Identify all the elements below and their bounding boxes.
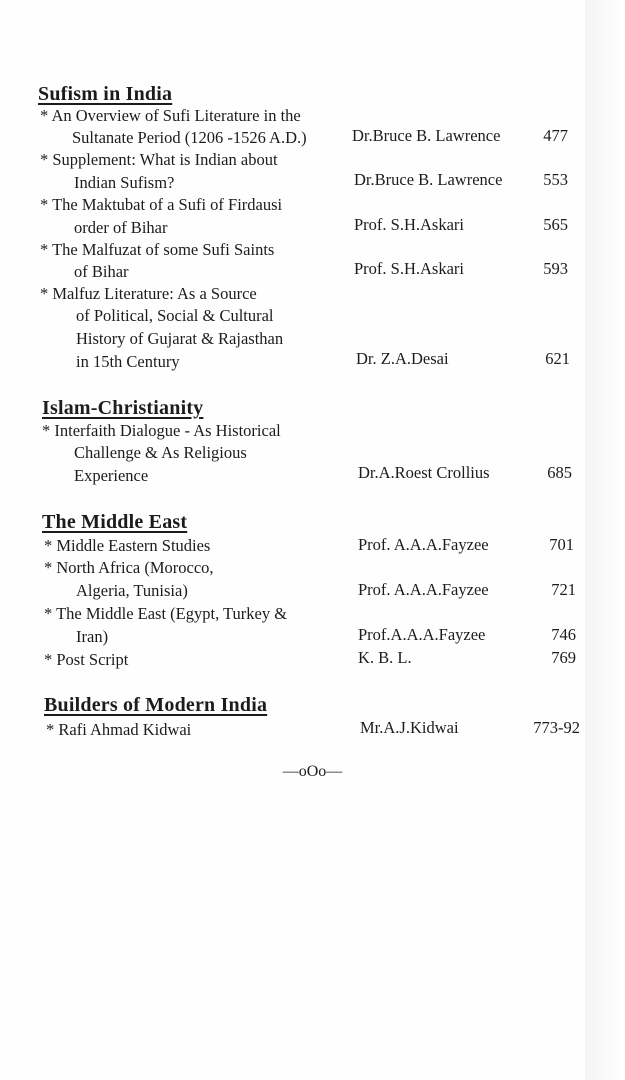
end-ornament: —oOo— xyxy=(282,763,343,780)
entry-title-line: * North Africa (Morocco, xyxy=(44,558,214,577)
entry-author: Prof. A.A.A.Fayzee xyxy=(358,535,489,554)
entry-author: Prof.A.A.A.Fayzee xyxy=(358,625,486,644)
entry-title-line: Experience xyxy=(74,466,149,485)
entry-author: Prof. A.A.A.Fayzee xyxy=(358,580,489,599)
section-title: The Middle East xyxy=(42,511,188,533)
entry-title-line: of Bihar xyxy=(74,262,129,281)
entry-title-line: Iran) xyxy=(76,627,109,646)
entry-title-line: * An Overview of Sufi Literature in the xyxy=(40,106,301,125)
entry-page-number: 685 xyxy=(547,463,572,482)
entry-title-line: * The Malfuzat of some Sufi Saints xyxy=(40,240,275,259)
entry-title-line: Algeria, Tunisia) xyxy=(76,581,188,600)
entry-author: K. B. L. xyxy=(358,648,412,667)
entry-title-line: Challenge & As Religious xyxy=(74,443,247,462)
entry-author: Mr.A.J.Kidwai xyxy=(360,718,459,737)
entry-title-line: * Supplement: What is Indian about xyxy=(40,150,278,169)
section-title: Builders of Modern India xyxy=(44,694,268,716)
section-title: Sufism in India xyxy=(38,83,173,105)
entry-title-line: * The Maktubat of a Sufi of Firdausi xyxy=(40,195,283,214)
section-title: Islam-Christianity xyxy=(42,397,204,419)
entry-title-line: Sultanate Period (1206 -1526 A.D.) xyxy=(72,128,307,147)
entry-title-line: * Interfaith Dialogue - As Historical xyxy=(42,421,281,440)
entry-page-number: 701 xyxy=(549,535,574,554)
entry-title-line: order of Bihar xyxy=(74,218,168,237)
entry-page-number: 773-92 xyxy=(533,718,580,737)
entry-page-number: 565 xyxy=(543,215,568,234)
entry-author: Dr.Bruce B. Lawrence xyxy=(352,126,501,145)
entry-title-line: * The Middle East (Egypt, Turkey & xyxy=(44,604,288,623)
entry-page-number: 746 xyxy=(551,625,576,644)
entry-author: Dr.A.Roest Crollius xyxy=(358,463,490,482)
page-edge-shadow xyxy=(585,0,625,1080)
entry-page-number: 477 xyxy=(543,126,568,145)
entry-page-number: 593 xyxy=(543,259,568,278)
entry-page-number: 553 xyxy=(543,170,568,189)
entry-title-line: * Post Script xyxy=(44,650,129,669)
entry-author: Prof. S.H.Askari xyxy=(354,259,464,278)
entry-title-line: of Political, Social & Cultural xyxy=(76,306,274,325)
entry-title-line: in 15th Century xyxy=(76,352,180,371)
entry-page-number: 721 xyxy=(551,580,576,599)
entry-title-line: History of Gujarat & Rajasthan xyxy=(76,329,284,348)
entry-page-number: 621 xyxy=(545,349,570,368)
entry-author: Dr.Bruce B. Lawrence xyxy=(354,170,503,189)
entry-title-line: * Malfuz Literature: As a Source xyxy=(40,284,257,303)
entry-title-line: * Middle Eastern Studies xyxy=(44,536,211,555)
entry-author: Prof. S.H.Askari xyxy=(354,215,464,234)
entry-title-line: * Rafi Ahmad Kidwai xyxy=(46,720,192,739)
entry-author: Dr. Z.A.Desai xyxy=(356,349,449,368)
entry-page-number: 769 xyxy=(551,648,576,667)
entry-title-line: Indian Sufism? xyxy=(74,173,175,192)
